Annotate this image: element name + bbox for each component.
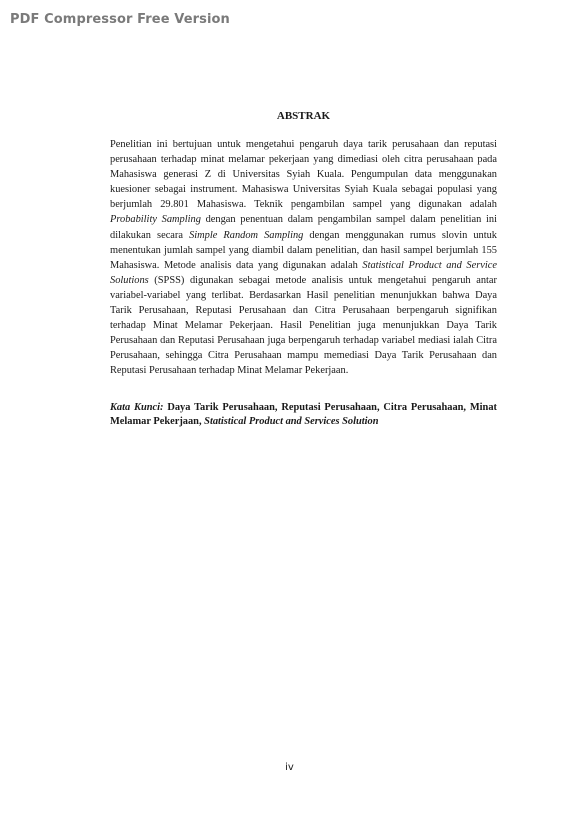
keywords-terms: Daya Tarik Perusahaan, Reputasi Perusahaan, Citra Perusahaan, Minat Melamar Pekerjaan,: [110, 402, 497, 427]
keywords-italic-terms: Statistical Product and Services Solution: [204, 416, 379, 427]
abstract-italic-1: Probability Sampling: [110, 214, 201, 226]
abstract-title: ABSTRAK: [276, 110, 331, 122]
abstract-italic-3: Statistical Product and Service Solutions: [110, 259, 497, 286]
abstract-text-4: (SPSS) digunakan sebagai metode analisis untuk mengetahui pengaruh antar variabel-variabel yang terlibat. Berdasarkan Hasil penelitian menunjukkan bahwa Daya Tarik Perusahaan, Reputasi Perusahaan dan Citra Perusahaan berpengaruh signifikan terhadap Minat Melamar Pekerjaan. Hasil Penelitian juga menunjukkan Daya Tarik Perusahaan dan Reputasi Perusahaan juga berpengaruh terhadap variabel mediasi ialah Citra Perusahaan, sehingga Citra Perusahaan mampu memediasi Daya Tarik Perusahaan dan Reputasi Perusahaan terhadap Minat Melamar Pekerjaan.: [110, 274, 497, 377]
watermark-text: PDF Compressor Free Version: [10, 12, 230, 27]
page-number: iv: [285, 762, 294, 773]
keywords-label: Kata Kunci:: [110, 402, 164, 413]
keywords-paragraph: [110, 401, 497, 429]
abstract-text-2: dengan penentuan dalam pengambilan sampel dalam penelitian ini dilakukan secara: [110, 214, 497, 241]
abstract-body: [110, 137, 497, 379]
abstract-italic-2: Simple Random Sampling: [189, 229, 304, 241]
abstract-text-1: Penelitian ini bertujuan untuk mengetahui pengaruh daya tarik perusahaan dan reputasi perusahaan terhadap minat melamar pekerjaan yang dimediasi oleh citra perusahaan pada Mahasiswa generasi Z di Universitas Syiah Kuala. Pengumpulan data menggunakan kuesioner sebagai instrument. Mahasiswa Universitas Syiah Kuala sebagai populasi yang berjumlah 29.801 Mahasiswa. Teknik pengambilan sampel yang digunakan adalah: [110, 139, 497, 211]
abstract-text-3: dengan menggunakan rumus slovin untuk menentukan jumlah sampel yang diambil dalam penelitian, dan hasil sampel berjumlah 155 Mahasiswa. Metode analisis data yang digunakan adalah: [110, 229, 498, 271]
